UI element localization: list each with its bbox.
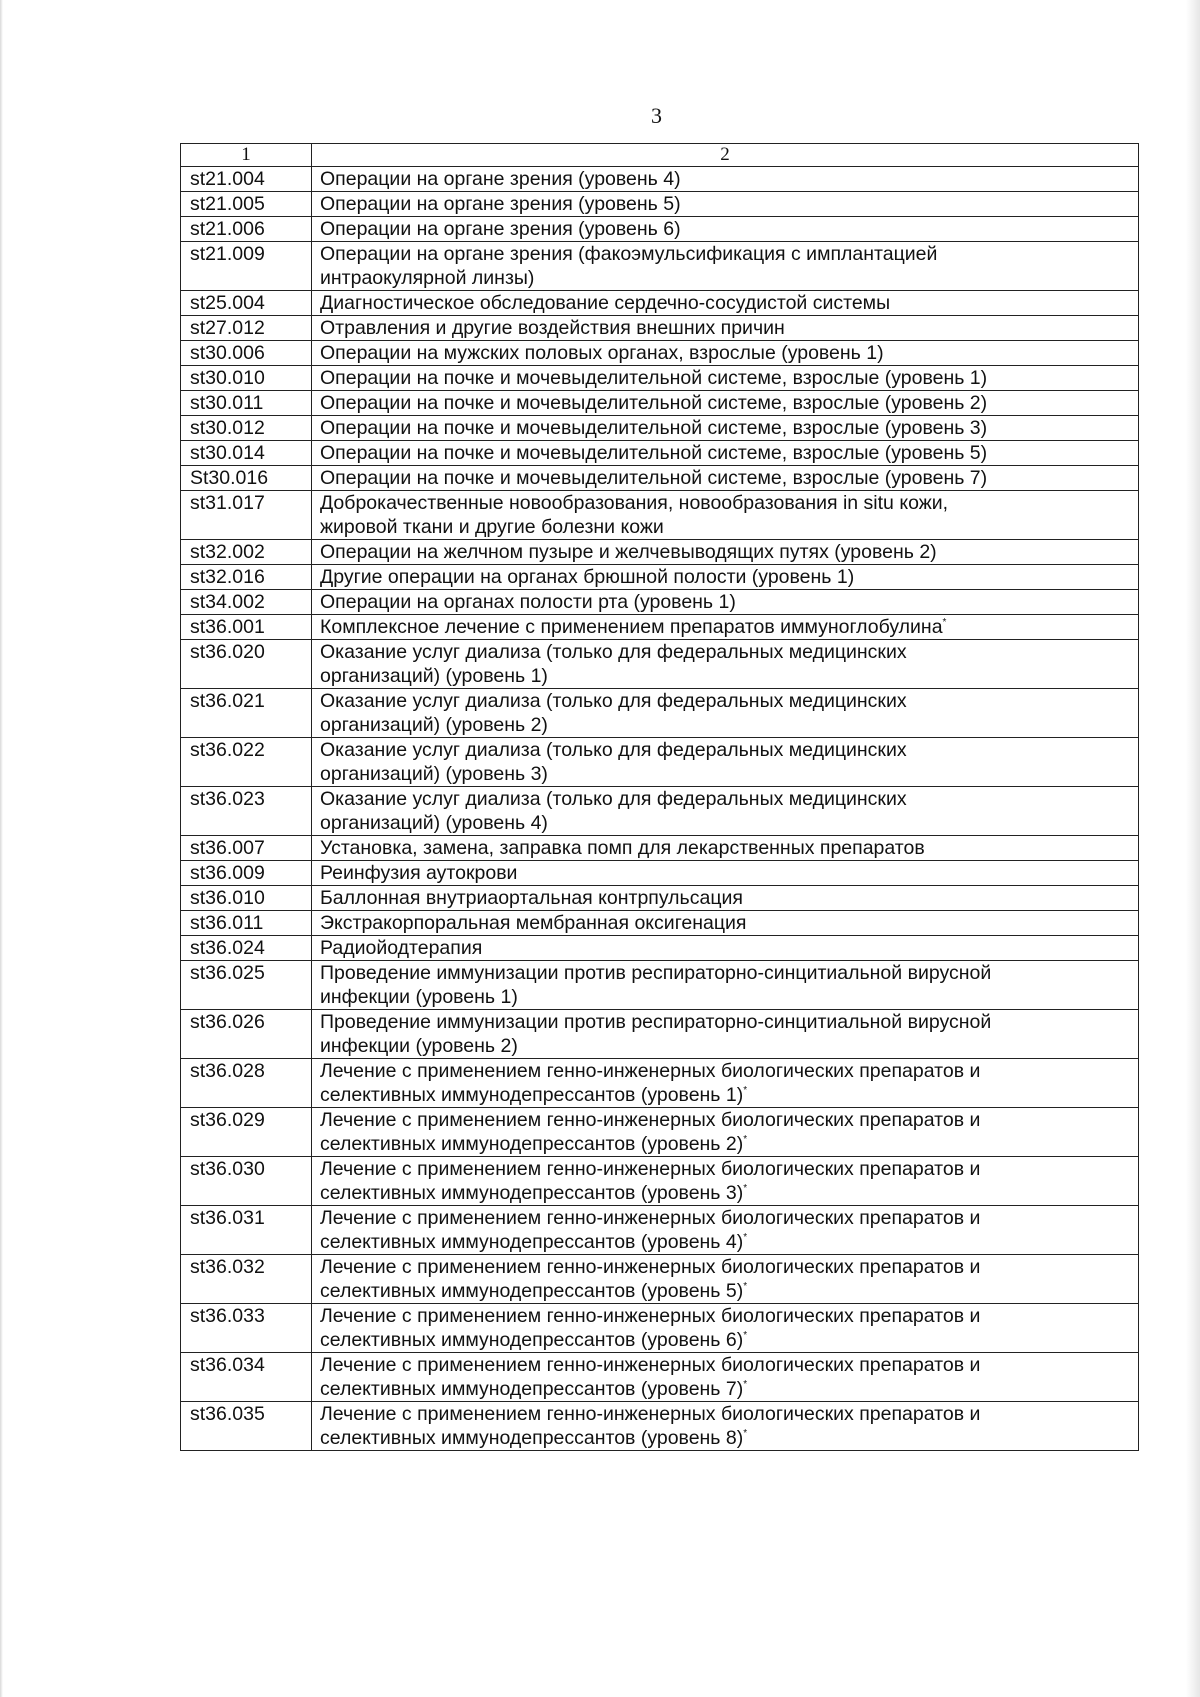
name-text: Лечение с применением генно-инженерных биологических препаратов и селективных иммунодепрессантов (уровень 2) [320, 1109, 981, 1155]
name-cell [312, 689, 1139, 738]
table-row [181, 242, 1139, 291]
table-row [181, 861, 1139, 886]
name-cell [312, 1353, 1139, 1402]
table-row [181, 911, 1139, 936]
name-text: Комплексное лечение с применением препаратов иммуноглобулина [320, 616, 943, 638]
name-text: Лечение с применением генно-инженерных биологических препаратов и селективных иммунодепрессантов (уровень 6) [320, 1305, 981, 1351]
name-cell [312, 836, 1139, 861]
name-cell [312, 316, 1139, 341]
code-cell: st36.022 [181, 738, 312, 787]
table-row [181, 615, 1139, 640]
table-row [181, 167, 1139, 192]
code-cell: st36.001 [181, 615, 312, 640]
header-row [181, 144, 1139, 167]
name-text: Оказание услуг диализа (только для федеральных медицинских организаций) (уровень 1) [320, 641, 907, 687]
name-cell [312, 886, 1139, 911]
table-row [181, 565, 1139, 590]
footnote-mark: * [743, 1379, 748, 1390]
table-row [181, 441, 1139, 466]
table-row [181, 738, 1139, 787]
name-text: Проведение иммунизации против респираторно-синцитиальной вирусной инфекции (уровень 2) [320, 1011, 992, 1057]
name-text: Другие операции на органах брюшной полости (уровень 1) [320, 566, 855, 588]
name-text: Лечение с применением генно-инженерных биологических препаратов и селективных иммунодепрессантов (уровень 5) [320, 1256, 981, 1302]
name-text: Операции на желчном пузыре и желчевыводящих путях (уровень 2) [320, 541, 937, 563]
code-cell: st36.033 [181, 1304, 312, 1353]
code-cell: st36.028 [181, 1059, 312, 1108]
code-cell: st36.024 [181, 936, 312, 961]
code-cell: st36.034 [181, 1353, 312, 1402]
name-cell [312, 291, 1139, 316]
table-row [181, 1108, 1139, 1157]
code-cell: st36.021 [181, 689, 312, 738]
name-text: Баллонная внутриаортальная контрпульсация [320, 887, 743, 909]
name-cell [312, 590, 1139, 615]
table-row [181, 1255, 1139, 1304]
footnote-mark: * [942, 617, 947, 628]
table-row [181, 936, 1139, 961]
name-cell [312, 1108, 1139, 1157]
code-cell: st21.005 [181, 192, 312, 217]
name-text: Лечение с применением генно-инженерных биологических препаратов и селективных иммунодепрессантов (уровень 3) [320, 1158, 981, 1204]
table-body [181, 167, 1139, 1451]
code-cell: st31.017 [181, 491, 312, 540]
code-cell: st30.011 [181, 391, 312, 416]
name-text: Лечение с применением генно-инженерных биологических препаратов и селективных иммунодепрессантов (уровень 1) [320, 1060, 981, 1106]
name-text: Операции на почке и мочевыделительной системе, взрослые (уровень 1) [320, 367, 988, 389]
name-text: Диагностическое обследование сердечно-сосудистой системы [320, 292, 891, 314]
name-cell [312, 540, 1139, 565]
table-row [181, 1010, 1139, 1059]
name-cell [312, 1304, 1139, 1353]
code-cell: st21.006 [181, 217, 312, 242]
name-cell [312, 1059, 1139, 1108]
footnote-mark: * [743, 1232, 748, 1243]
name-text: Отравления и другие воздействия внешних причин [320, 317, 785, 339]
code-cell: st36.009 [181, 861, 312, 886]
name-text: Экстракорпоральная мембранная оксигенация [320, 912, 747, 934]
name-cell [312, 366, 1139, 391]
name-text: Операции на почке и мочевыделительной системе, взрослые (уровень 5) [320, 442, 988, 464]
code-cell: st32.002 [181, 540, 312, 565]
table-row [181, 366, 1139, 391]
code-cell: st30.006 [181, 341, 312, 366]
footnote-mark: * [743, 1085, 748, 1096]
name-cell [312, 787, 1139, 836]
name-cell [312, 192, 1139, 217]
table-row [181, 1059, 1139, 1108]
code-cell: st36.030 [181, 1157, 312, 1206]
code-cell: st36.011 [181, 911, 312, 936]
name-cell [312, 167, 1139, 192]
name-text: Операции на органе зрения (уровень 5) [320, 193, 681, 215]
name-text: Проведение иммунизации против респираторно-синцитиальной вирусной инфекции (уровень 1) [320, 962, 992, 1008]
code-cell: St30.016 [181, 466, 312, 491]
name-cell [312, 861, 1139, 886]
name-cell [312, 1402, 1139, 1451]
code-cell: st36.007 [181, 836, 312, 861]
table-row [181, 1206, 1139, 1255]
name-cell [312, 466, 1139, 491]
column-header-code: 1 [181, 144, 312, 167]
footnote-mark: * [743, 1428, 748, 1439]
table-row [181, 316, 1139, 341]
code-cell: st21.009 [181, 242, 312, 291]
table-row [181, 491, 1139, 540]
code-cell: st36.010 [181, 886, 312, 911]
name-cell [312, 441, 1139, 466]
code-cell: st32.016 [181, 565, 312, 590]
code-cell: st36.032 [181, 1255, 312, 1304]
name-cell [312, 936, 1139, 961]
name-text: Оказание услуг диализа (только для федеральных медицинских организаций) (уровень 4) [320, 788, 907, 834]
name-cell [312, 961, 1139, 1010]
scan-left-edge [0, 0, 3, 1697]
name-cell [312, 341, 1139, 366]
table-row [181, 416, 1139, 441]
name-text: Операции на почке и мочевыделительной системе, взрослые (уровень 2) [320, 392, 988, 414]
code-cell: st36.031 [181, 1206, 312, 1255]
table-row [181, 1304, 1139, 1353]
name-cell [312, 911, 1139, 936]
footnote-mark: * [743, 1281, 748, 1292]
name-cell [312, 217, 1139, 242]
code-cell: st21.004 [181, 167, 312, 192]
table-row [181, 1353, 1139, 1402]
name-text: Лечение с применением генно-инженерных биологических препаратов и селективных иммунодепрессантов (уровень 8) [320, 1403, 981, 1449]
table-row [181, 291, 1139, 316]
code-cell: st25.004 [181, 291, 312, 316]
code-cell: st36.029 [181, 1108, 312, 1157]
code-cell: st36.020 [181, 640, 312, 689]
table-row [181, 466, 1139, 491]
table-row [181, 192, 1139, 217]
table-row [181, 590, 1139, 615]
name-text: Операции на почке и мочевыделительной системе, взрослые (уровень 3) [320, 417, 988, 439]
code-cell: st36.023 [181, 787, 312, 836]
name-cell [312, 565, 1139, 590]
name-text: Реинфузия аутокрови [320, 862, 518, 884]
table-row [181, 961, 1139, 1010]
name-text: Оказание услуг диализа (только для федеральных медицинских организаций) (уровень 2) [320, 690, 907, 736]
code-cell: st36.026 [181, 1010, 312, 1059]
name-cell [312, 491, 1139, 540]
table-row [181, 689, 1139, 738]
name-cell [312, 615, 1139, 640]
name-text: Операции на органах полости рта (уровень 1) [320, 591, 736, 613]
name-text: Операции на органе зрения (уровень 4) [320, 168, 681, 190]
table-row [181, 1402, 1139, 1451]
table-row [181, 391, 1139, 416]
table-row [181, 217, 1139, 242]
table-row [181, 640, 1139, 689]
code-cell: st30.010 [181, 366, 312, 391]
name-text: Радиойодтерапия [320, 937, 483, 959]
name-text: Доброкачественные новообразования, новообразования in situ кожи, жировой ткани и другие болезни кожи [320, 492, 949, 538]
table-row [181, 787, 1139, 836]
footnote-mark: * [743, 1134, 748, 1145]
name-cell [312, 242, 1139, 291]
name-text: Операции на почке и мочевыделительной системе, взрослые (уровень 7) [320, 467, 988, 489]
name-cell [312, 416, 1139, 441]
footnote-mark: * [743, 1183, 748, 1194]
table-row [181, 540, 1139, 565]
name-text: Установка, замена, заправка помп для лекарственных препаратов [320, 837, 925, 859]
name-text: Оказание услуг диализа (только для федеральных медицинских организаций) (уровень 3) [320, 739, 907, 785]
name-cell [312, 1010, 1139, 1059]
table-row [181, 341, 1139, 366]
name-text: Операции на органе зрения (уровень 6) [320, 218, 681, 240]
name-cell [312, 391, 1139, 416]
name-cell [312, 1206, 1139, 1255]
code-cell: st36.025 [181, 961, 312, 1010]
page-number: 3 [651, 103, 662, 128]
code-cell: st27.012 [181, 316, 312, 341]
name-text: Лечение с применением генно-инженерных биологических препаратов и селективных иммунодепрессантов (уровень 4) [320, 1207, 981, 1253]
code-cell: st30.012 [181, 416, 312, 441]
table-row [181, 836, 1139, 861]
table-header [181, 144, 1139, 167]
code-cell: st34.002 [181, 590, 312, 615]
table-row [181, 1157, 1139, 1206]
scan-right-edge [1186, 0, 1200, 1697]
name-cell [312, 738, 1139, 787]
footnote-mark: * [743, 1330, 748, 1341]
column-header-name: 2 [312, 144, 1139, 167]
table-row [181, 886, 1139, 911]
name-cell [312, 1255, 1139, 1304]
name-text: Операции на органе зрения (факоэмульсификация с имплантацией интраокулярной линзы) [320, 243, 938, 289]
code-cell: st30.014 [181, 441, 312, 466]
name-cell [312, 1157, 1139, 1206]
code-cell: st36.035 [181, 1402, 312, 1451]
name-cell [312, 640, 1139, 689]
name-text: Операции на мужских половых органах, взрослые (уровень 1) [320, 342, 884, 364]
name-text: Лечение с применением генно-инженерных биологических препаратов и селективных иммунодепрессантов (уровень 7) [320, 1354, 981, 1400]
codes-table [180, 143, 1139, 1451]
